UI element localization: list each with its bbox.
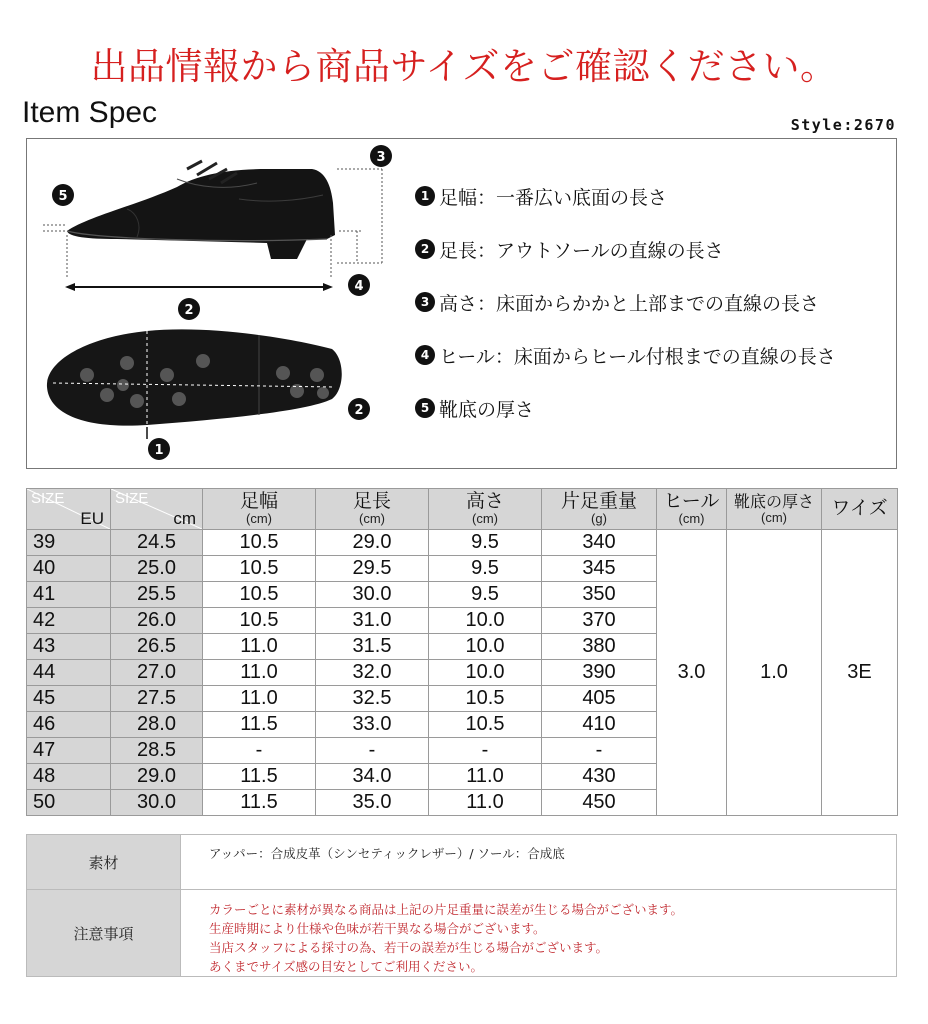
- number-1-icon: 1: [415, 186, 435, 206]
- width-cell: 11.0: [203, 634, 316, 660]
- height-cell: 10.0: [429, 608, 542, 634]
- legend-text: 高さ：床面からかかと上部までの直線の長さ: [439, 292, 820, 315]
- width-cell: 11.0: [203, 660, 316, 686]
- caution-line: 当店スタッフによる採寸の為、若干の誤差が生じる場合がございます。: [209, 940, 609, 955]
- weight-cell: 430: [542, 764, 657, 790]
- weight-cell: 450: [542, 790, 657, 816]
- size-table: [26, 488, 898, 816]
- height-cell: 11.0: [429, 764, 542, 790]
- eu-cell: 44: [27, 660, 111, 686]
- height-cell: 9.5: [429, 582, 542, 608]
- weight-cell: 405: [542, 686, 657, 712]
- svg-text:1: 1: [154, 443, 164, 458]
- table-row: [27, 530, 898, 556]
- length-cell: 35.0: [316, 790, 429, 816]
- svg-text:5: 5: [58, 189, 68, 204]
- weight-cell: 345: [542, 556, 657, 582]
- width-cell: -: [203, 738, 316, 764]
- cm-cell: 25.5: [111, 582, 203, 608]
- number-4-icon: 4: [415, 345, 435, 365]
- material-text: アッパー：合成皮革（シンセティックレザー）/ ソール：合成底: [209, 846, 565, 861]
- header-heel: ヒール (cm): [657, 489, 727, 530]
- marker-5: [52, 184, 74, 206]
- length-cell: 33.0: [316, 712, 429, 738]
- width-cell: 11.5: [203, 764, 316, 790]
- weight-cell: 350: [542, 582, 657, 608]
- legend-item-5: [415, 395, 836, 421]
- number-5-icon: 5: [415, 398, 435, 418]
- svg-text:2: 2: [184, 303, 194, 318]
- caution-row: [27, 890, 897, 977]
- width-cell: 10.5: [203, 530, 316, 556]
- length-cell: 31.0: [316, 608, 429, 634]
- caution-line: あくまでサイズ感の目安としてご利用ください。: [209, 959, 484, 974]
- eu-cell: 45: [27, 686, 111, 712]
- caution-line: カラーごとに素材が異なる商品は上記の片足重量に誤差が生じる場合がございます。: [209, 902, 684, 917]
- shoe-side-view: [67, 161, 335, 259]
- width-cell: 10.5: [203, 582, 316, 608]
- cm-cell: 27.5: [111, 686, 203, 712]
- cm-cell: 26.0: [111, 608, 203, 634]
- length-cell: 31.5: [316, 634, 429, 660]
- size-eu-header: [27, 489, 111, 530]
- length-cell: 32.0: [316, 660, 429, 686]
- eu-cell: 40: [27, 556, 111, 582]
- number-3-icon: 3: [415, 292, 435, 312]
- width-cell: 10.5: [203, 556, 316, 582]
- width-cell: 11.0: [203, 686, 316, 712]
- legend-item-1: [415, 183, 836, 209]
- cm-cell: 29.0: [111, 764, 203, 790]
- legend-text: ヒール：床面からヒール付根までの直線の長さ: [439, 345, 836, 368]
- style-code: Style:2670: [790, 116, 896, 134]
- length-cell: 29.0: [316, 530, 429, 556]
- eu-cell: 43: [27, 634, 111, 660]
- legend-text: 足幅：一番広い底面の長さ: [439, 186, 668, 209]
- eu-cell: 50: [27, 790, 111, 816]
- legend-text: 足長：アウトソールの直線の長さ: [439, 239, 724, 262]
- cm-cell: 24.5: [111, 530, 203, 556]
- height-cell: 10.5: [429, 686, 542, 712]
- height-cell: 9.5: [429, 530, 542, 556]
- height-cell: 10.0: [429, 660, 542, 686]
- length-cell: 29.5: [316, 556, 429, 582]
- size-label: SIZE: [115, 490, 149, 507]
- material-label: 素材: [27, 835, 181, 890]
- marker-4: [348, 274, 370, 296]
- header-weight: 片足重量 (g): [542, 489, 657, 530]
- svg-text:2: 2: [354, 403, 364, 418]
- eu-cell: 39: [27, 530, 111, 556]
- number-2-icon: 2: [415, 239, 435, 259]
- width-cell: 11.5: [203, 790, 316, 816]
- header-sole: 靴底の厚さ (cm): [727, 489, 822, 530]
- legend-item-3: [415, 289, 836, 315]
- material-row: [27, 835, 897, 890]
- weight-cell: 390: [542, 660, 657, 686]
- cm-label: cm: [173, 509, 196, 529]
- weight-cell: 340: [542, 530, 657, 556]
- cm-cell: 25.0: [111, 556, 203, 582]
- weight-cell: -: [542, 738, 657, 764]
- height-cell: 10.0: [429, 634, 542, 660]
- notes-table: [26, 834, 897, 977]
- legend-item-4: [415, 342, 836, 368]
- height-cell: 11.0: [429, 790, 542, 816]
- sole-cell: 1.0: [727, 530, 822, 816]
- eu-cell: 46: [27, 712, 111, 738]
- length-cell: 30.0: [316, 582, 429, 608]
- length-cell: 32.5: [316, 686, 429, 712]
- svg-text:4: 4: [354, 279, 364, 294]
- wise-cell: 3E: [822, 530, 898, 816]
- height-cell: -: [429, 738, 542, 764]
- marker-2-side: [178, 298, 200, 320]
- weight-cell: 380: [542, 634, 657, 660]
- height-cell: 10.5: [429, 712, 542, 738]
- cm-cell: 30.0: [111, 790, 203, 816]
- eu-cell: 41: [27, 582, 111, 608]
- height-cell: 9.5: [429, 556, 542, 582]
- heel-cell: 3.0: [657, 530, 727, 816]
- marker-2-sole: [348, 398, 370, 420]
- headline: 出品情報から商品サイズをご確認ください。: [90, 45, 838, 88]
- marker-3: [370, 145, 392, 167]
- measurement-legend: [415, 183, 836, 448]
- header-length: 足長 (cm): [316, 489, 429, 530]
- width-cell: 11.5: [203, 712, 316, 738]
- svg-text:3: 3: [376, 150, 386, 165]
- weight-cell: 410: [542, 712, 657, 738]
- shoe-sole-view: [47, 329, 342, 425]
- length-cell: -: [316, 738, 429, 764]
- eu-label: EU: [80, 509, 104, 529]
- cm-cell: 28.5: [111, 738, 203, 764]
- caution-label: 注意事項: [27, 890, 181, 977]
- weight-cell: 370: [542, 608, 657, 634]
- cm-cell: 27.0: [111, 660, 203, 686]
- eu-cell: 42: [27, 608, 111, 634]
- eu-cell: 47: [27, 738, 111, 764]
- legend-text: 靴底の厚さ: [439, 398, 535, 421]
- header-height: 高さ (cm): [429, 489, 542, 530]
- legend-item-2: [415, 236, 836, 262]
- header-width: 足幅 (cm): [203, 489, 316, 530]
- width-cell: 10.5: [203, 608, 316, 634]
- caution-line: 生産時期により仕様や色味が若干異なる場合がございます。: [209, 921, 546, 936]
- cm-cell: 26.5: [111, 634, 203, 660]
- caution-text: [181, 890, 896, 976]
- spec-title: Item Spec: [22, 96, 158, 129]
- size-cm-header: [111, 489, 203, 530]
- eu-cell: 48: [27, 764, 111, 790]
- marker-1: [148, 438, 170, 460]
- size-label: SIZE: [31, 490, 65, 507]
- length-cell: 34.0: [316, 764, 429, 790]
- header-wise: ワイズ: [822, 489, 898, 530]
- cm-cell: 28.0: [111, 712, 203, 738]
